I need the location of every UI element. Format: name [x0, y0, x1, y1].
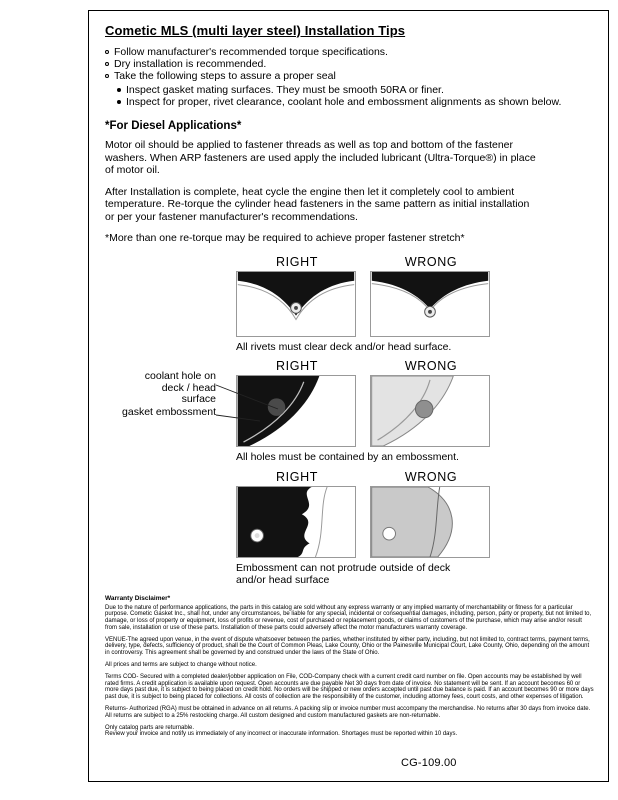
embossment-protrusion-wrong-figure: [370, 486, 490, 558]
figure-wrong-column: [370, 255, 492, 337]
bullet-dot-icon: [117, 88, 121, 92]
wrong-label: WRONG: [404, 359, 458, 373]
page-code: CG-109.00: [401, 757, 457, 769]
figure-caption: All rivets must clear deck and/or head surface.: [236, 340, 452, 353]
page-content: [89, 11, 608, 738]
figure-wrong-column: [370, 359, 492, 447]
legal-paragraph: VENUE-The agreed upon venue, in the event of dispute whatsoever between the parties, whether instituted by either party, including, but not limited to, contract terms, payment terms, delivery, type, defects, sufficiency of product, shall be the Court of Common Pleas, Lake County, Ohio or the Painesville Municipal Court, Lake County, Ohio, depending on the amount in controversy. This agreement shall be governed by and construed under the laws of the State of Ohio.: [105, 636, 590, 657]
figure-caption: Embossment can not protrude outside of deck and/or head surface: [236, 561, 451, 586]
figure-row-rivets: [236, 255, 594, 354]
figure-right-column: [236, 359, 358, 447]
sub-tips-list: [105, 84, 594, 108]
right-label: RIGHT: [276, 254, 318, 269]
tip-text: Dry installation is recommended.: [114, 58, 267, 70]
bullet-circle-icon: [105, 74, 109, 78]
diesel-paragraph-1: Motor oil should be applied to fastener threads as well as top and bottom of the fastener washers. When ARP fasteners are used apply the included lubricant (Ultra-Torque®) in place of motor oil.: [105, 139, 536, 176]
legal-paragraph: Due to the nature of performance applications, the parts in this catalog are sold without any express warranty or any implied warranty of merchantability or fitness for a particular purpose. Cometic Gasket Inc., shall not, under any circumstances, be liable for any special, incidental or consequential damages, including, person, party or property, but not limited to, damage, or loss of property or equipment, loss of profits or revenue, cost of purchased or replacement goods, or claims of customers of the purchase, which may arise and/or result from sale, installation or use of these parts. Installation of these parts could adversely affect the motor manufacturers warranty coverage.: [105, 604, 592, 631]
tip-item: [105, 70, 594, 82]
rivet-clearance-right-figure: [236, 271, 356, 337]
figure-pair: [236, 359, 594, 447]
sub-tip-text: Inspect for proper, rivet clearance, coolant hole and embossment alignments as shown below.: [126, 96, 562, 108]
tips-list: [105, 46, 594, 108]
figure-right-column: [236, 470, 358, 558]
sub-tip-text: Inspect gasket mating surfaces. They must be smooth 50RA or finer.: [126, 84, 444, 96]
right-label: RIGHT: [276, 359, 318, 373]
figure-caption: All holes must be contained by an embossment.: [236, 451, 459, 463]
wrong-label: WRONG: [404, 254, 458, 269]
figure-row-embossment-containment: [122, 359, 594, 464]
tip-text: Follow manufacturer's recommended torque specifications.: [114, 46, 388, 58]
page-border-frame: [88, 10, 609, 782]
retorque-note: *More than one re-torque may be required to achieve proper fastener stretch*: [105, 232, 465, 244]
figure-wrong-column: [370, 470, 492, 558]
rivet-clearance-wrong-figure: [370, 271, 490, 337]
figure-row-embossment-protrusion: [236, 470, 594, 587]
page-title: Cometic MLS (multi layer steel) Installation Tips: [105, 23, 406, 38]
coolant-hole-callout: coolant hole on deck / head surface: [144, 370, 216, 405]
bullet-circle-icon: [105, 50, 109, 54]
gasket-embossment-callout: gasket embossment: [122, 406, 216, 418]
legal-paragraph: Returns- Authorized (RGA) must be obtained in advance on all returns. A packing slip or invoice number must accompany the merchandise. No returns after 30 days from invoice date. All returns are subject to a 25% restocking charge. All custom designed and custom manufactured gaskets are non-returnable.: [105, 706, 591, 719]
wrong-label: WRONG: [404, 469, 458, 484]
legal-section: [105, 595, 594, 739]
figure-pair: [236, 255, 594, 337]
sub-tip-item: [117, 84, 594, 96]
bullet-dot-icon: [117, 100, 121, 104]
tip-item: [105, 58, 594, 70]
diesel-applications-heading: *For Diesel Applications*: [105, 120, 242, 132]
sub-tip-item: [117, 96, 594, 108]
bullet-circle-icon: [105, 62, 109, 66]
tip-text: Take the following steps to assure a proper seal: [114, 70, 336, 82]
legal-paragraph: Review your invoice and notify us immediately of any incorrect or inaccurate information. Shortages must be reported within 10 days.: [105, 731, 458, 738]
legal-paragraph: Only catalog parts are returnable.: [105, 724, 195, 731]
warranty-disclaimer-heading: Warranty Disclaimer*: [105, 594, 171, 602]
hole-embossment-wrong-figure: [370, 375, 490, 447]
legal-paragraph: All prices and terms are subject to change without notice.: [105, 662, 257, 669]
embossment-protrusion-right-figure: [236, 486, 356, 558]
right-label: RIGHT: [276, 469, 318, 484]
diesel-paragraph-2: After Installation is complete, heat cycle the engine then let it completely cool to ambient temperature. Re-torque the cylinder head fasteners in the same pattern as initial installation or per your fastener manufacturer's recommendations.: [105, 185, 530, 223]
figure-pair: [236, 470, 594, 558]
legal-paragraph: Terms COD- Secured with a completed dealer/jobber application on File, COD-Company check with a current credit card number on file. Open accounts may be established by well rated firms. A credit application is available upon request. Open accounts are due payable Net 30 days from date of invoice. No statement will be sent. If an account becomes 60 or more days past due, it is subject to being placed on credit hold. No orders will be shipped or new orders accepted until past due balance is paid. If an account becomes 90 or more days past due, it is subject to being placed for collections. All costs of collection are the responsibility of the customer, including attorney fees, court costs, and other expenses of litigation.: [105, 673, 594, 701]
tip-item: [105, 46, 594, 58]
hole-embossment-right-figure: [236, 375, 356, 447]
figure-right-column: [236, 255, 358, 337]
